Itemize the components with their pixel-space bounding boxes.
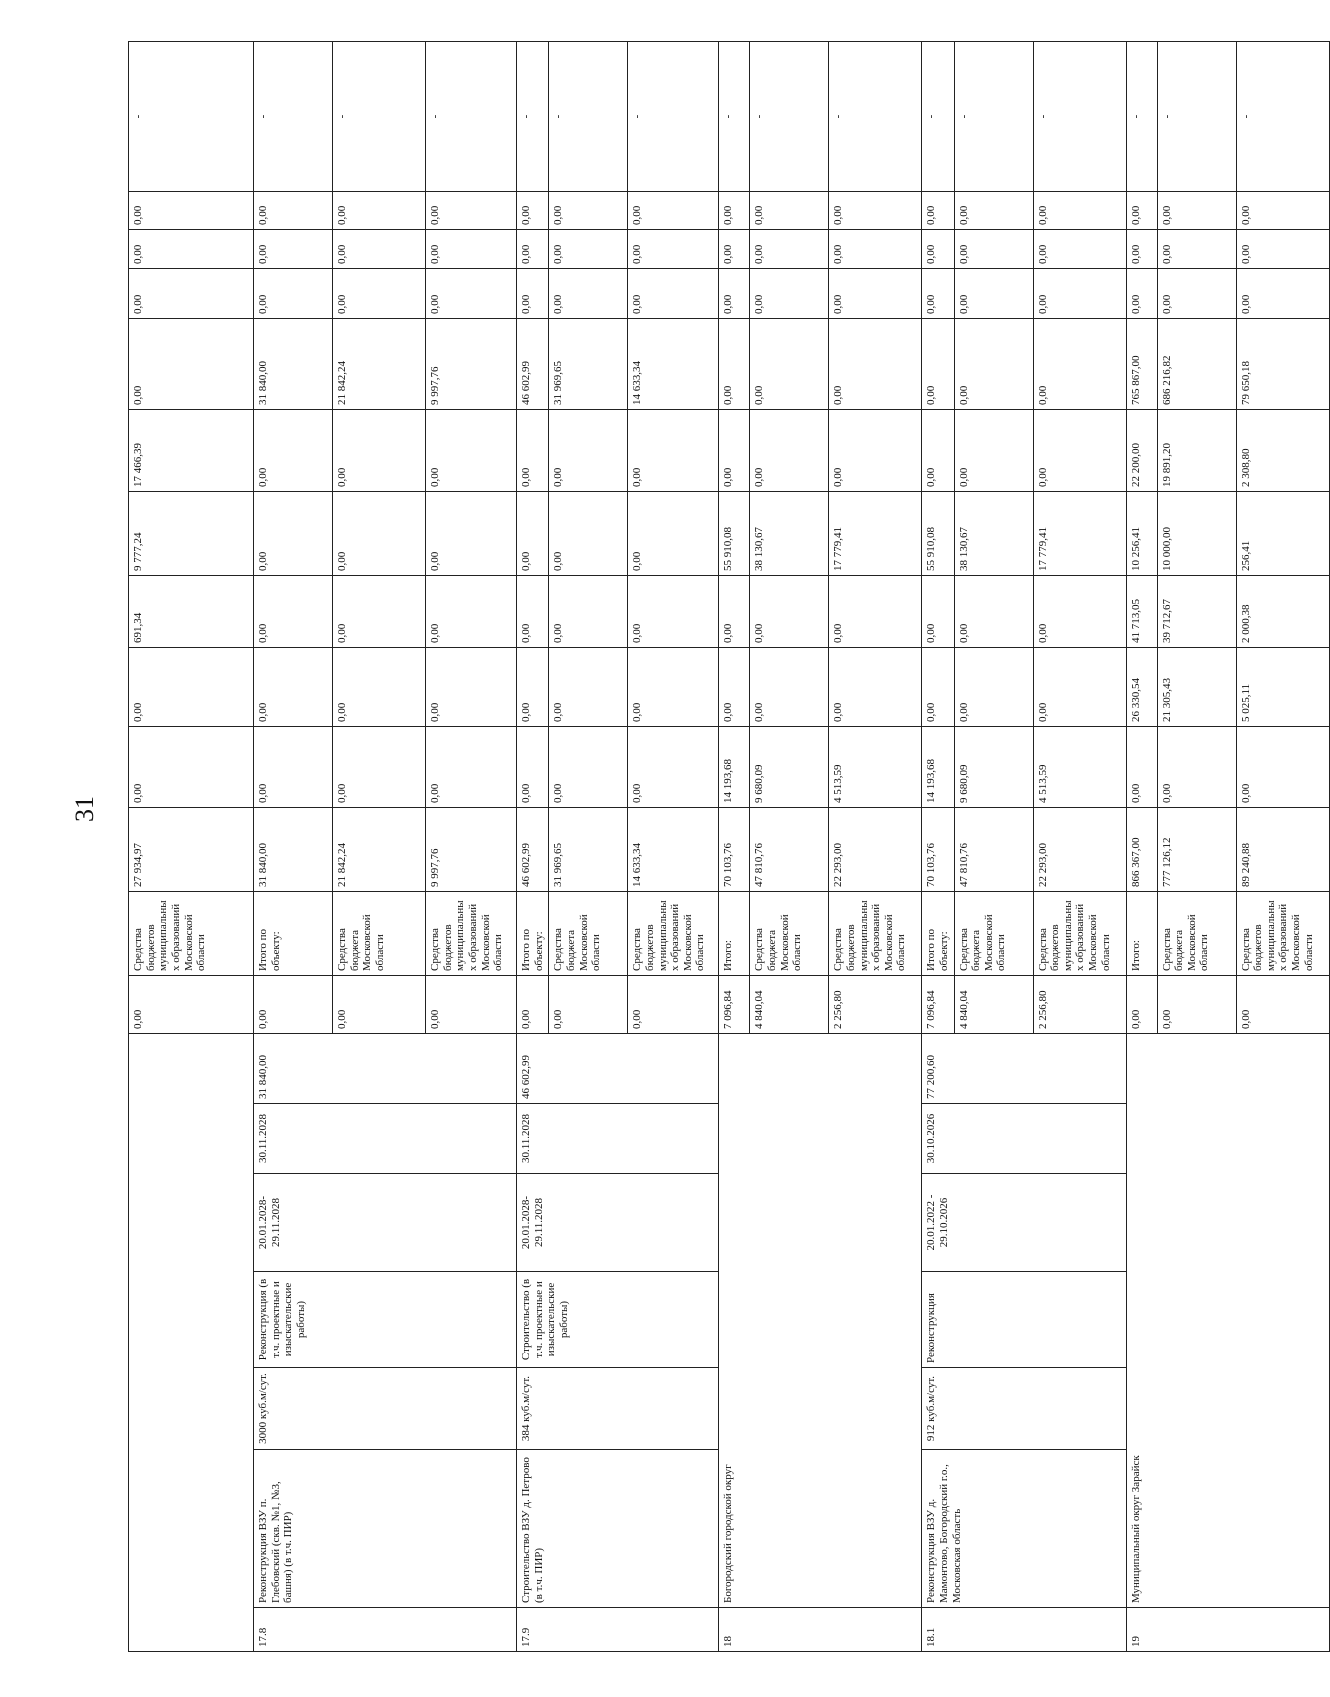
cell: 0,00: [829, 191, 922, 229]
cell: 0,00: [829, 647, 922, 726]
cell-v0: 2 256,80: [1033, 975, 1126, 1033]
cell-v0: 0,00: [426, 975, 517, 1033]
cell-source: Средства бюджетов муниципальных образований Московской области: [829, 891, 922, 975]
cell: 0,00: [954, 191, 1033, 229]
cell: 26 330,54: [1126, 647, 1157, 726]
cell-v0: 0,00: [517, 975, 549, 1033]
cell: 21 305,43: [1157, 647, 1236, 726]
row-number: 19: [1126, 1608, 1329, 1652]
cell: 0,00: [1033, 268, 1126, 318]
cell: 0,00: [922, 575, 954, 647]
cell: 0,00: [426, 726, 517, 807]
cell-v0: 7 096,84: [719, 975, 750, 1033]
cell: 0,00: [517, 726, 549, 807]
page-number: 31: [70, 796, 99, 822]
capacity: 384 куб.м/сут.: [517, 1368, 719, 1450]
cell: 21 842,24: [333, 318, 426, 409]
cell: 0,00: [254, 229, 333, 268]
cell: 0,00: [922, 268, 954, 318]
cell: 0,00: [517, 229, 549, 268]
cell: 0,00: [954, 318, 1033, 409]
cell: 31 969,65: [549, 318, 628, 409]
cell-sum: 31 969,65: [549, 807, 628, 891]
cell: 4 513,59: [1033, 726, 1126, 807]
cell: 0,00: [719, 229, 750, 268]
cell: 0,00: [1236, 268, 1329, 318]
cell: 46 602,99: [517, 318, 549, 409]
cell-v0: 0,00: [1157, 975, 1236, 1033]
work-type: Реконструкция: [922, 1272, 1126, 1368]
cell: 0,00: [333, 726, 426, 807]
completion-date: 30.11.2028: [254, 1104, 517, 1174]
cell: 14 633,34: [628, 318, 719, 409]
cell: 0,00: [129, 229, 254, 268]
cell: 0,00: [1126, 268, 1157, 318]
cell: 0,00: [549, 726, 628, 807]
cell-source: Средства бюджета Московской области: [954, 891, 1033, 975]
cell: 0,00: [829, 268, 922, 318]
cost: 31 840,00: [254, 1033, 517, 1103]
cell: 0,00: [719, 191, 750, 229]
cell: 0,00: [426, 191, 517, 229]
cell: -: [1236, 41, 1329, 191]
cell: -: [517, 41, 549, 191]
cell: 0,00: [628, 268, 719, 318]
cell: 0,00: [719, 268, 750, 318]
cell-sum: 31 840,00: [254, 807, 333, 891]
cell: 0,00: [254, 191, 333, 229]
cell: 38 130,67: [750, 491, 829, 575]
cell: 0,00: [1157, 268, 1236, 318]
cell: 0,00: [517, 191, 549, 229]
row-number: 17.9: [517, 1608, 719, 1652]
cell-sum: 47 810,76: [750, 807, 829, 891]
row-number: 18: [719, 1608, 922, 1652]
cell: 31 840,00: [254, 318, 333, 409]
cell: 5 025,11: [1236, 647, 1329, 726]
cell: 0,00: [1126, 191, 1157, 229]
cell: 0,00: [426, 647, 517, 726]
cell: 19 891,20: [1157, 409, 1236, 491]
cell: 0,00: [750, 318, 829, 409]
cell: 0,00: [517, 647, 549, 726]
cell: -: [719, 41, 750, 191]
cell: 0,00: [954, 575, 1033, 647]
cell: 22 200,00: [1126, 409, 1157, 491]
cell: 0,00: [954, 647, 1033, 726]
cell: 0,00: [829, 409, 922, 491]
cell: 0,00: [1126, 726, 1157, 807]
cell: 0,00: [254, 647, 333, 726]
row-number: 17.8: [254, 1608, 517, 1652]
cell: -: [549, 41, 628, 191]
cell: 41 713,05: [1126, 575, 1157, 647]
cell: 0,00: [426, 268, 517, 318]
cell: 0,00: [1033, 318, 1126, 409]
cell: -: [1157, 41, 1236, 191]
cell: 256,41: [1236, 491, 1329, 575]
completion-date: 30.10.2026: [922, 1104, 1126, 1174]
cell: 9 777,24: [129, 491, 254, 575]
cell: 0,00: [954, 268, 1033, 318]
cell: 0,00: [1236, 191, 1329, 229]
cell: 0,00: [719, 409, 750, 491]
cell: 691,34: [129, 575, 254, 647]
cell: 0,00: [333, 575, 426, 647]
cell: 10 256,41: [1126, 491, 1157, 575]
cell-source: Средства бюджетов муниципальных образований Московской области: [1033, 891, 1126, 975]
cell: 0,00: [426, 229, 517, 268]
cell: 0,00: [426, 491, 517, 575]
cell: 0,00: [1033, 409, 1126, 491]
cell: -: [254, 41, 333, 191]
cell: 14 193,68: [719, 726, 750, 807]
cell-source: Средства бюджетов муниципальных образований Московской области: [426, 891, 517, 975]
cost: 77 200,60: [922, 1033, 1126, 1103]
cell: 686 216,82: [1157, 318, 1236, 409]
capacity: 912 куб.м/сут.: [922, 1368, 1126, 1450]
table-row: [922, 41, 954, 1651]
cell: 0,00: [1033, 229, 1126, 268]
rotated-table-wrapper: [128, 42, 1315, 1652]
cell-v0: 0,00: [333, 975, 426, 1033]
cell: 14 193,68: [922, 726, 954, 807]
cell: -: [1033, 41, 1126, 191]
cell: 0,00: [719, 647, 750, 726]
cell: 0,00: [254, 268, 333, 318]
cell: 0,00: [549, 268, 628, 318]
cell: 0,00: [750, 191, 829, 229]
cell-v0: 0,00: [254, 975, 333, 1033]
empty-cell: [129, 1033, 254, 1651]
cell-v0: 0,00: [1126, 975, 1157, 1033]
table-row: [517, 41, 549, 1651]
cell-v0: 4 840,04: [954, 975, 1033, 1033]
cell: -: [954, 41, 1033, 191]
cell: 0,00: [922, 318, 954, 409]
cell: 0,00: [1126, 229, 1157, 268]
cell-v0: 0,00: [549, 975, 628, 1033]
cell: 0,00: [129, 191, 254, 229]
cell-source: Средства бюджетов муниципальных образований Московской области: [628, 891, 719, 975]
cell-sum: 866 367,00: [1126, 807, 1157, 891]
cell: 0,00: [628, 726, 719, 807]
cell-source: Итого по объекту:: [254, 891, 333, 975]
cell: 0,00: [1033, 575, 1126, 647]
cell-source: Итого по объекту:: [517, 891, 549, 975]
cell: 0,00: [549, 229, 628, 268]
cell-v0: 7 096,84: [922, 975, 954, 1033]
cell: 0,00: [333, 491, 426, 575]
cell: 9 997,76: [426, 318, 517, 409]
cell: 17 779,41: [829, 491, 922, 575]
cell: 0,00: [426, 575, 517, 647]
cell: 38 130,67: [954, 491, 1033, 575]
cell: 0,00: [922, 647, 954, 726]
cell: 0,00: [829, 318, 922, 409]
cell: 765 867,00: [1126, 318, 1157, 409]
cell: 0,00: [1236, 726, 1329, 807]
cell: 0,00: [333, 409, 426, 491]
cell: -: [1126, 41, 1157, 191]
budget-table: [128, 41, 1330, 1652]
cell: 0,00: [549, 491, 628, 575]
cell-sum: 21 842,24: [333, 807, 426, 891]
cell: 0,00: [954, 409, 1033, 491]
completion-date: 30.11.2028: [517, 1104, 719, 1174]
work-type: Реконструкция (в т.ч. проектные и изыскательские работы): [254, 1272, 517, 1368]
cell: 0,00: [129, 647, 254, 726]
cell: 0,00: [750, 268, 829, 318]
cell: -: [426, 41, 517, 191]
cell: 0,00: [549, 409, 628, 491]
cell-sum: 27 934,97: [129, 807, 254, 891]
cell: 39 712,67: [1157, 575, 1236, 647]
cell: 17 466,39: [129, 409, 254, 491]
cell-source: Средства бюджетов муниципальных образований Московской области: [129, 891, 254, 975]
cell-sum: 22 293,00: [1033, 807, 1126, 891]
cell: 0,00: [750, 409, 829, 491]
cell: 0,00: [254, 726, 333, 807]
cell-sum: 47 810,76: [954, 807, 1033, 891]
cell-v0: 2 256,80: [829, 975, 922, 1033]
period: 20.01.2022 - 29.10.2026: [922, 1174, 1126, 1272]
cell: 0,00: [129, 726, 254, 807]
cost: 46 602,99: [517, 1033, 719, 1103]
cell: 0,00: [426, 409, 517, 491]
cell-source: Средства бюджета Московской области: [549, 891, 628, 975]
cell: 0,00: [333, 647, 426, 726]
cell: -: [333, 41, 426, 191]
cell: 0,00: [750, 647, 829, 726]
cell: 0,00: [254, 409, 333, 491]
cell: 0,00: [254, 491, 333, 575]
group-name: Муниципальный округ Зарайск: [1126, 1033, 1329, 1607]
cell: 9 680,09: [954, 726, 1033, 807]
capacity: 3000 куб.м/сут.: [254, 1368, 517, 1450]
cell: 0,00: [517, 268, 549, 318]
cell-v0: 4 840,04: [750, 975, 829, 1033]
period: 20.01.2028-29.11.2028: [254, 1174, 517, 1272]
cell: 0,00: [1236, 229, 1329, 268]
cell: -: [628, 41, 719, 191]
cell: 0,00: [829, 229, 922, 268]
cell: 9 680,09: [750, 726, 829, 807]
cell: 2 000,38: [1236, 575, 1329, 647]
cell-sum: 70 103,76: [719, 807, 750, 891]
cell-sum: 777 126,12: [1157, 807, 1236, 891]
cell-v0: 0,00: [129, 975, 254, 1033]
cell: 0,00: [549, 191, 628, 229]
cell-sum: 70 103,76: [922, 807, 954, 891]
table-row: [1126, 41, 1157, 1651]
cell: 2 308,80: [1236, 409, 1329, 491]
cell: 0,00: [829, 575, 922, 647]
cell: 0,00: [129, 268, 254, 318]
cell: -: [829, 41, 922, 191]
cell-v0: 0,00: [1236, 975, 1329, 1033]
cell-sum: 22 293,00: [829, 807, 922, 891]
cell: 0,00: [954, 229, 1033, 268]
cell: 0,00: [922, 191, 954, 229]
cell-sum: 89 240,88: [1236, 807, 1329, 891]
cell: 0,00: [333, 229, 426, 268]
cell: -: [129, 41, 254, 191]
cell: 0,00: [254, 575, 333, 647]
cell: 0,00: [922, 409, 954, 491]
cell: 0,00: [628, 229, 719, 268]
cell: 0,00: [333, 191, 426, 229]
cell: 0,00: [719, 575, 750, 647]
cell: 0,00: [719, 318, 750, 409]
cell: 0,00: [1157, 726, 1236, 807]
cell: 79 650,18: [1236, 318, 1329, 409]
table-row: [254, 41, 333, 1651]
cell: 17 779,41: [1033, 491, 1126, 575]
cell: 0,00: [922, 229, 954, 268]
period: 20.01.2028-29.11.2028: [517, 1174, 719, 1272]
row-number: 18.1: [922, 1608, 1126, 1652]
cell: 0,00: [750, 575, 829, 647]
cell-v0: 0,00: [628, 975, 719, 1033]
cell: 0,00: [1157, 229, 1236, 268]
group-name: Богородский городской округ: [719, 1033, 922, 1607]
cell-sum: 46 602,99: [517, 807, 549, 891]
cell: 0,00: [129, 318, 254, 409]
cell: 0,00: [333, 268, 426, 318]
cell: 0,00: [1033, 647, 1126, 726]
object-name: Реконструкция ВЗУ д. Мамонтово, Богородский г.о., Московская область: [922, 1450, 1126, 1608]
cell-sum: 14 633,34: [628, 807, 719, 891]
cell-source: Средства бюджетов муниципальных образований Московской области: [1236, 891, 1329, 975]
cell: 0,00: [628, 491, 719, 575]
cell: 0,00: [750, 229, 829, 268]
cell: 0,00: [517, 575, 549, 647]
cell-source: Итого:: [1126, 891, 1157, 975]
cell: -: [750, 41, 829, 191]
cell: 0,00: [1157, 191, 1236, 229]
cell: 4 513,59: [829, 726, 922, 807]
cell: 0,00: [628, 409, 719, 491]
work-type: Строительство (в т.ч. проектные и изыскательские работы): [517, 1272, 719, 1368]
cell: 0,00: [517, 491, 549, 575]
cell: 55 910,08: [719, 491, 750, 575]
cell: 0,00: [628, 575, 719, 647]
cell-source: Средства бюджета Московской области: [750, 891, 829, 975]
cell-source: Средства бюджета Московской области: [1157, 891, 1236, 975]
cell: 0,00: [628, 647, 719, 726]
object-name: Реконструкция ВЗУ п. Глебовский (скв. №1, №3, башня) (в т.ч. ПИР): [254, 1450, 517, 1608]
object-name: Строительство ВЗУ д. Петрово (в т.ч. ПИР): [517, 1450, 719, 1608]
cell-source: Итого по объекту:: [922, 891, 954, 975]
cell: -: [922, 41, 954, 191]
cell: 0,00: [517, 409, 549, 491]
table-row: [719, 41, 750, 1651]
cell-source: Средства бюджета Московской области: [333, 891, 426, 975]
cell: 0,00: [628, 191, 719, 229]
cell-source: Итого:: [719, 891, 750, 975]
cell-sum: 9 997,76: [426, 807, 517, 891]
cell: 0,00: [549, 647, 628, 726]
cell: 0,00: [549, 575, 628, 647]
cell: 10 000,00: [1157, 491, 1236, 575]
continuation-row: [129, 41, 254, 1651]
cell: 0,00: [1033, 191, 1126, 229]
cell: 55 910,08: [922, 491, 954, 575]
